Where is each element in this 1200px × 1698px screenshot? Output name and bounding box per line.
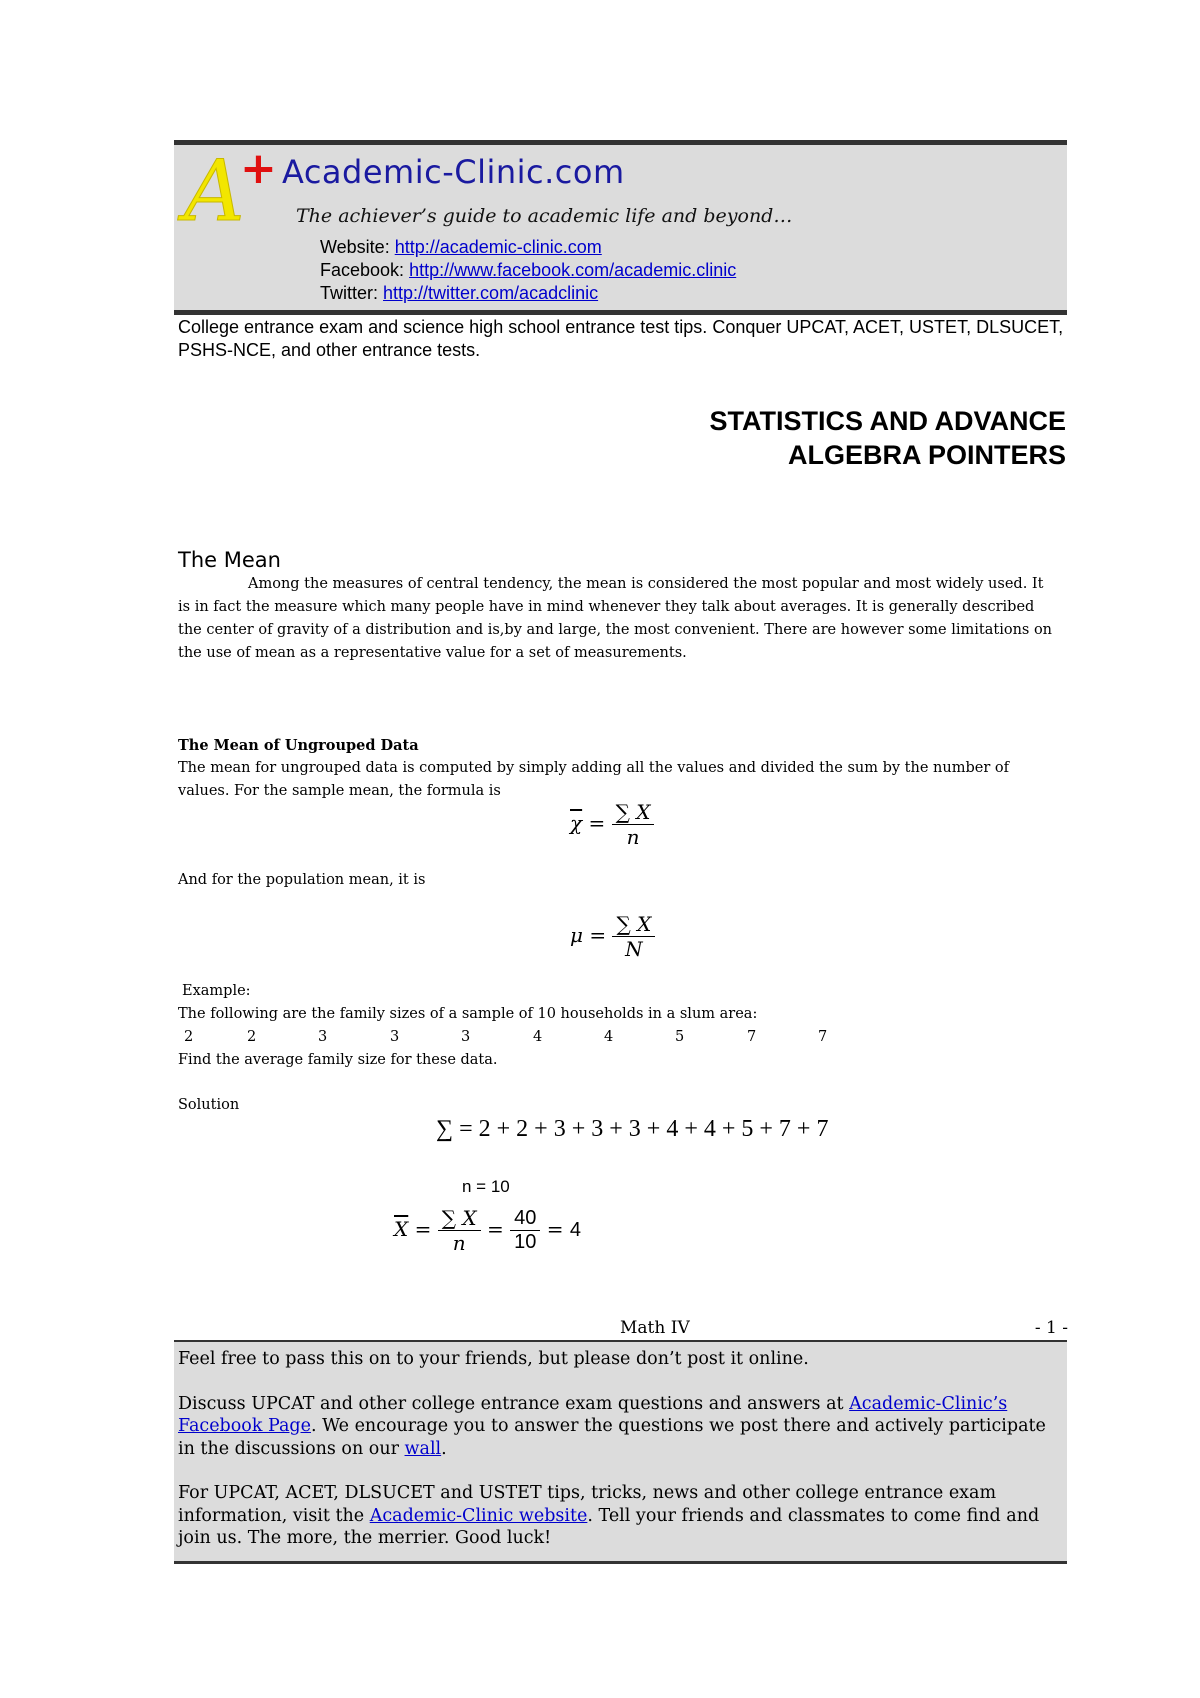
population-fraction [612,912,655,961]
mean-result-formula [394,1206,581,1255]
footer-box [174,1340,1067,1564]
academic-clinic-website-link[interactable]: Academic-Clinic website [369,1505,588,1526]
ungrouped-heading: The Mean of Ungrouped Data [178,737,419,754]
sample-fraction [612,800,655,849]
sample-numerator: ∑ X [612,800,655,825]
example-label: Example: [182,983,251,999]
footer-label: Math IV [620,1318,690,1338]
footer-p2-text-1: Discuss UPCAT and other college entrance exam questions and answers at [178,1393,850,1414]
facebook-label: Facebook: [320,260,410,280]
example-description: The following are the family sizes of a sample of 10 households in a slum area: [178,1006,758,1022]
family-size-value: 2 [184,1029,194,1045]
footer-p2-text-2: . We encourage you to answer the questions we post there and actively participate in the discussions on our [178,1416,1046,1459]
family-size-value: 7 [818,1029,828,1045]
population-numerator: ∑ X [612,912,655,937]
footer-p2-text-3: . [441,1438,447,1459]
ungrouped-paragraph: The mean for ungrouped data is computed by simply adding all the values and divided the sum by the number of values. For the sample mean, the formula is [178,760,1009,799]
header-banner [174,140,1067,315]
population-mean-formula [570,912,655,961]
sample-eq: = [588,811,606,835]
intro-text: College entrance exam and science high school entrance test tips. Conquer UPCAT, ACET, USTET, DLSUCET, PSHS-NCE, and other entrance tests. [178,317,1064,360]
sample-mean-symbol: $\overline{\chi}$ [570,811,583,835]
mean-result-eq2: = [486,1217,504,1241]
population-mean-symbol: μ [570,923,583,947]
family-size-value: 5 [675,1029,685,1045]
sum-equation: ∑ = 2 + 2 + 3 + 3 + 3 + 4 + 4 + 5 + 7 + 7 [436,1116,829,1142]
mean-heading: The Mean [178,548,281,572]
footer-paragraph-3 [178,1482,1063,1550]
family-size-value: 3 [390,1029,400,1045]
family-size-value: 4 [533,1029,543,1045]
tagline: The achiever’s guide to academic life and beyond… [296,205,793,227]
mean-paragraph [178,573,1058,665]
mean-result-value: 4 [569,1219,581,1241]
mean-result-numerator-2: 40 [510,1207,540,1231]
facebook-link[interactable]: http://www.facebook.com/academic.clinic [409,260,737,280]
family-size-value: 3 [318,1029,328,1045]
population-denominator: N [625,937,643,961]
document-title [710,404,1067,472]
sample-denominator: n [626,825,640,849]
mean-result-denominator-2: 10 [514,1231,537,1253]
mean-result-denominator-1: n [452,1231,466,1255]
mean-result-fraction-2 [510,1207,540,1254]
title-line-1: STATISTICS AND ADVANCE [709,406,1066,436]
website-line [320,237,602,258]
mean-result-eq1: = [414,1217,432,1241]
family-size-value: 3 [461,1029,471,1045]
sample-mean-formula [570,800,654,849]
facebook-line [320,260,736,281]
find-text: Find the average family size for these data. [178,1052,498,1068]
population-text: And for the population mean, it is [178,872,426,888]
footer-p3-text-2: . Tell your friends and classmates to come find and join us. The more, the merrier. Good luck! [178,1505,1040,1548]
family-size-value: 2 [247,1029,257,1045]
twitter-link[interactable]: http://twitter.com/acadclinic [383,283,599,303]
logo-letter: A [184,142,245,240]
mean-paragraph-text: Among the measures of central tendency, the mean is considered the most popular and most widely used. It is in fact the measure which many people have in mind whenever they talk about averages. It is generally described the center of gravity of a distribution and is,by and large, the most convenient. There are however some limitations on the use of mean as a representative value for a set of measurements. [178,576,1053,661]
logo-plus-icon: + [240,143,277,194]
population-eq: = [589,923,607,947]
twitter-line [320,283,598,304]
footer-p3-text-1: For UPCAT, ACET, DLSUCET and USTET tips, tricks, news and other college entrance exam information, visit the [178,1483,997,1526]
mean-result-numerator-1: ∑ X [438,1206,481,1231]
n-equation: n = 10 [462,1177,510,1196]
mean-result-symbol: $\overline{X}$ [394,1217,409,1241]
mean-result-fraction-1 [438,1206,481,1255]
website-label: Website: [320,237,395,257]
footer-paragraph-2 [178,1393,1063,1461]
website-link[interactable]: http://academic-clinic.com [394,237,602,257]
mean-result-eq3: = [546,1217,564,1241]
page-number: - 1 - [1034,1318,1068,1338]
footer-line-1: Feel free to pass this on to your friends, but please don’t post it online. [178,1349,809,1369]
site-name: Academic-Clinic.com [282,153,625,191]
family-size-value: 7 [747,1029,757,1045]
wall-link[interactable]: wall [404,1438,442,1459]
solution-label: Solution [178,1097,240,1113]
title-line-2: ALGEBRA POINTERS [787,440,1066,470]
facebook-page-link[interactable]: Academic-Clinic’s Facebook Page [178,1393,1008,1436]
family-size-value: 4 [604,1029,614,1045]
twitter-label: Twitter: [320,283,384,303]
